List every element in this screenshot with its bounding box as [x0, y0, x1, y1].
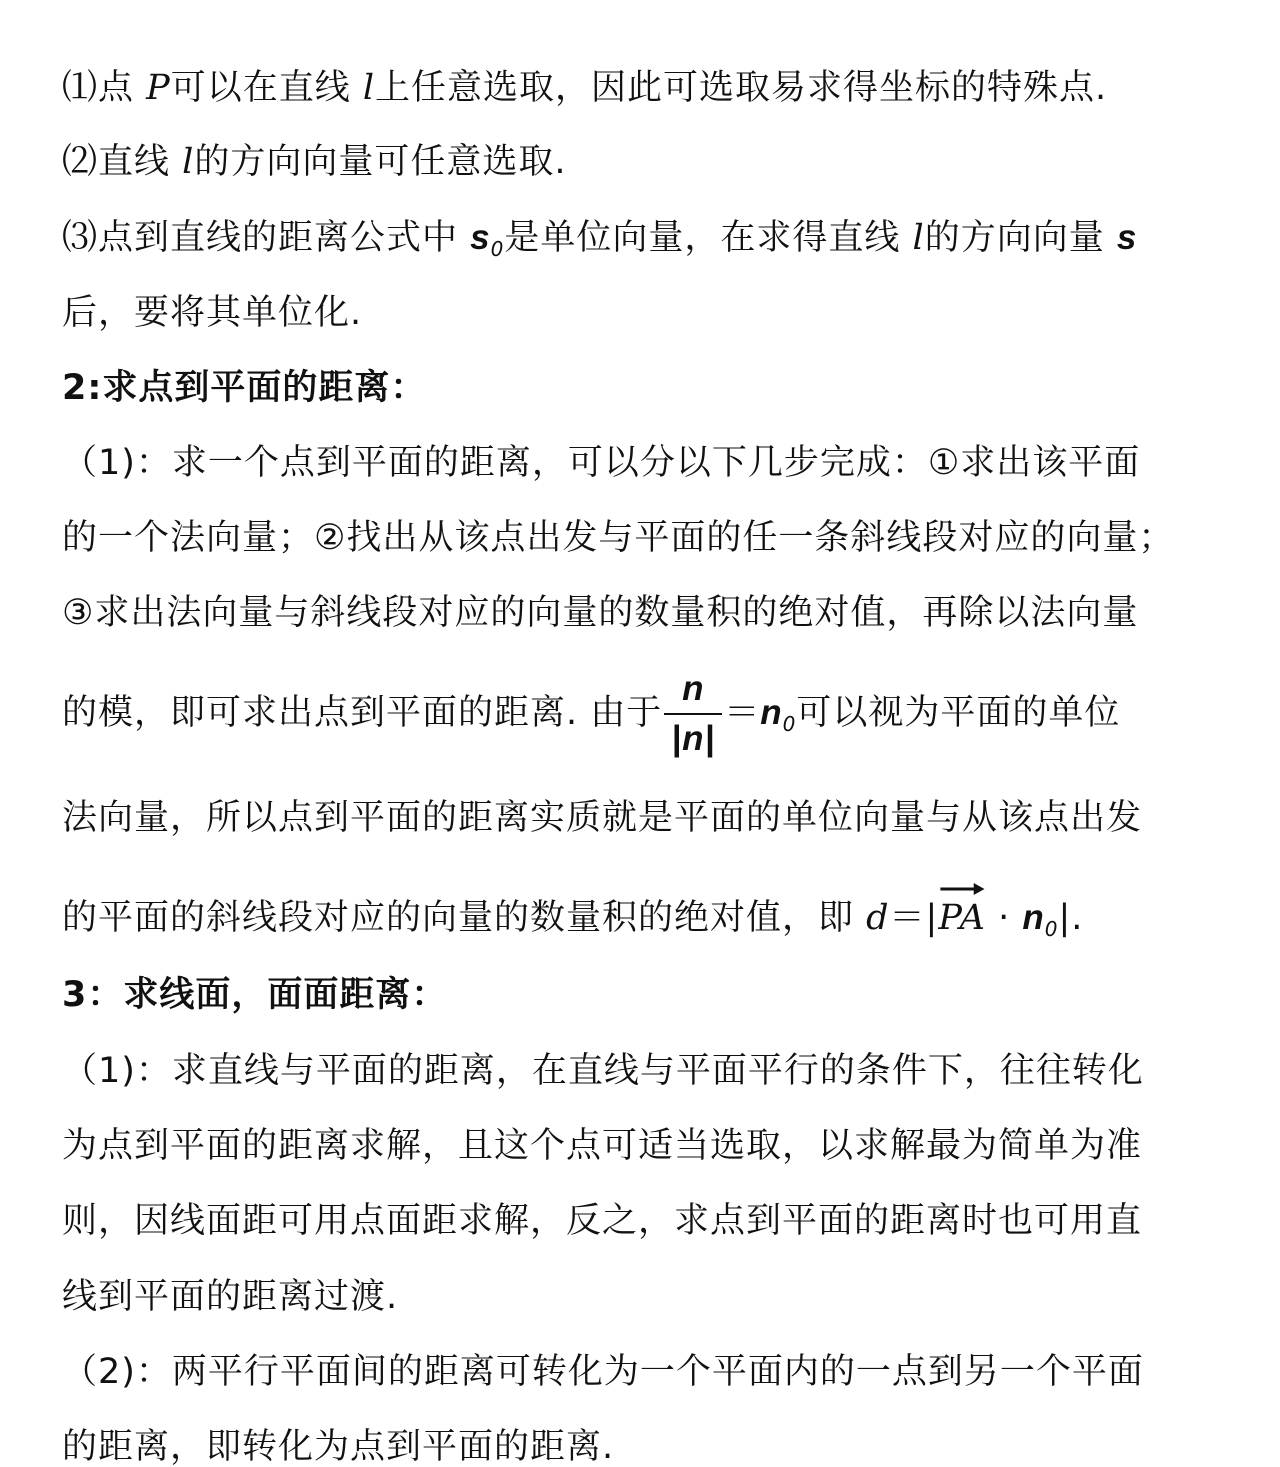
section-heading-3: 3：求线面，面面距离： [62, 975, 448, 1015]
text-line-1: ⑴点 P可以在直线 l上任意选取，因此可选取易求得坐标的特殊点. [62, 68, 1108, 108]
text-line-14: 为点到平面的距离求解，且这个点可适当选取，以求解最为简单为准 [62, 1126, 1143, 1166]
text-line-13: （1)：求直线与平面的距离，在直线与平面平行的条件下，往往转化 [62, 1051, 1144, 1091]
vector-pa: PA [938, 898, 986, 938]
text-line-17: （2)：两平行平面间的距离可转化为一个平面内的一点到另一个平面 [62, 1352, 1144, 1392]
vector-arrow-icon [938, 882, 986, 896]
text-line-6: （1)：求一个点到平面的距离，可以分以下几步完成：①求出该平面 [62, 443, 1141, 483]
fraction-n-over-norm: $\frac{n}{|n|}$ [664, 693, 722, 733]
text-line-18: 的距离，即转化为点到平面的距离. [62, 1427, 615, 1467]
text-line-11: 的平面的斜线段对应的向量的数量积的绝对值，即 d＝| PA · $n_0|$. [62, 898, 1240, 949]
text-line-9: 的模，即可求出点到平面的距离. 由于 $\frac{n}{|n|}$ $=n_0$可以视为平面的单位 [62, 669, 1121, 758]
text-line-7: 的一个法向量；②找出从该点出发与平面的任一条斜线段对应的向量； [62, 518, 1175, 558]
text-line-10: 法向量，所以点到平面的距离实质就是平面的单位向量与从该点出发 [62, 798, 1143, 838]
text-line-3: ⑶点到直线的距离公式中 $s_0$是单位向量，在求得直线 l的方向向量 s [62, 218, 1138, 261]
text-line-2: ⑵直线 l的方向向量可任意选取. [62, 142, 567, 182]
text-line-4: 后，要将其单位化. [62, 293, 363, 333]
text-line-16: 线到平面的距离过渡. [62, 1277, 399, 1317]
text-line-8: ③求出法向量与斜线段对应的向量的数量积的绝对值，再除以法向量 [62, 593, 1139, 633]
section-heading-2: 2:求点到平面的距离： [62, 368, 427, 408]
text-line-15: 则，因线面距可用点面距求解，反之，求点到平面的距离时也可用直 [62, 1201, 1143, 1241]
